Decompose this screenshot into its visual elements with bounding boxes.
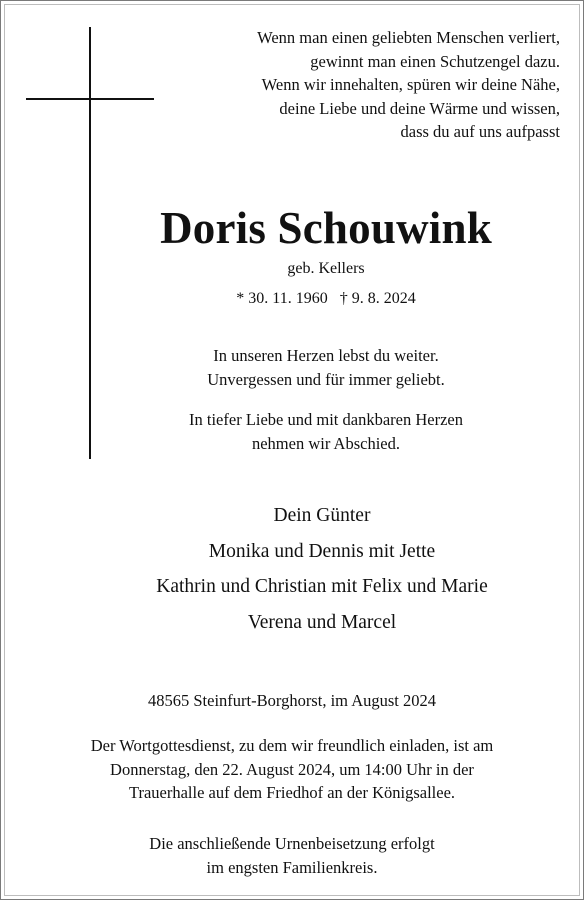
burial-info bbox=[40, 832, 544, 879]
cross-horizontal-bar bbox=[26, 98, 154, 100]
service-line: Der Wortgottesdienst, zu dem wir freundlich einladen, ist am bbox=[90, 736, 494, 755]
family-member: Monika und Dennis mit Jette bbox=[208, 540, 436, 562]
poem-line: Wenn man einen geliebten Menschen verliert, bbox=[257, 28, 560, 47]
farewell-line: In tiefer Liebe und mit dankbaren Herzen bbox=[189, 410, 463, 429]
birth-name: geb. Kellers bbox=[287, 260, 365, 277]
family-list bbox=[60, 498, 584, 640]
farewell-line: nehmen wir Abschied. bbox=[251, 433, 400, 453]
family-member: Verena und Marcel bbox=[247, 611, 397, 633]
family-member: Dein Günter bbox=[273, 505, 371, 526]
memorial-poem bbox=[160, 26, 560, 144]
burial-line: Die anschließende Urnenbeisetzung erfolgt bbox=[149, 834, 435, 853]
place-and-date: 48565 Steinfurt-Borghorst, im August 2024 bbox=[148, 691, 436, 710]
burial-line: im engsten Familienkreis. bbox=[206, 857, 378, 877]
remembrance-line: In unseren Herzen lebst du weiter. bbox=[213, 346, 439, 365]
family-member: Kathrin und Christian mit Felix und Marie bbox=[156, 576, 488, 597]
poem-line: gewinnt man einen Schutzengel dazu. bbox=[310, 51, 560, 71]
life-dates bbox=[100, 288, 552, 310]
remembrance-line: Unvergessen und für immer geliebt. bbox=[207, 369, 445, 389]
service-info bbox=[20, 734, 564, 805]
deceased-name: Doris Schouwink bbox=[160, 203, 492, 253]
remembrance-text bbox=[100, 344, 552, 391]
death-date: † 9. 8. 2024 bbox=[339, 290, 416, 307]
farewell-text bbox=[100, 408, 552, 455]
service-line: Donnerstag, den 22. August 2024, um 14:00 Uhr in der bbox=[110, 759, 474, 779]
poem-line: dass du auf uns aufpasst bbox=[400, 122, 560, 142]
service-line: Trauerhalle auf dem Friedhof an der Königsallee. bbox=[128, 783, 456, 802]
cross-vertical-bar bbox=[89, 27, 91, 459]
poem-line: deine Liebe und deine Wärme und wissen, bbox=[279, 98, 560, 118]
birth-date: * 30. 11. 1960 bbox=[236, 290, 328, 307]
poem-line: Wenn wir innehalten, spüren wir deine Nähe, bbox=[261, 75, 560, 95]
